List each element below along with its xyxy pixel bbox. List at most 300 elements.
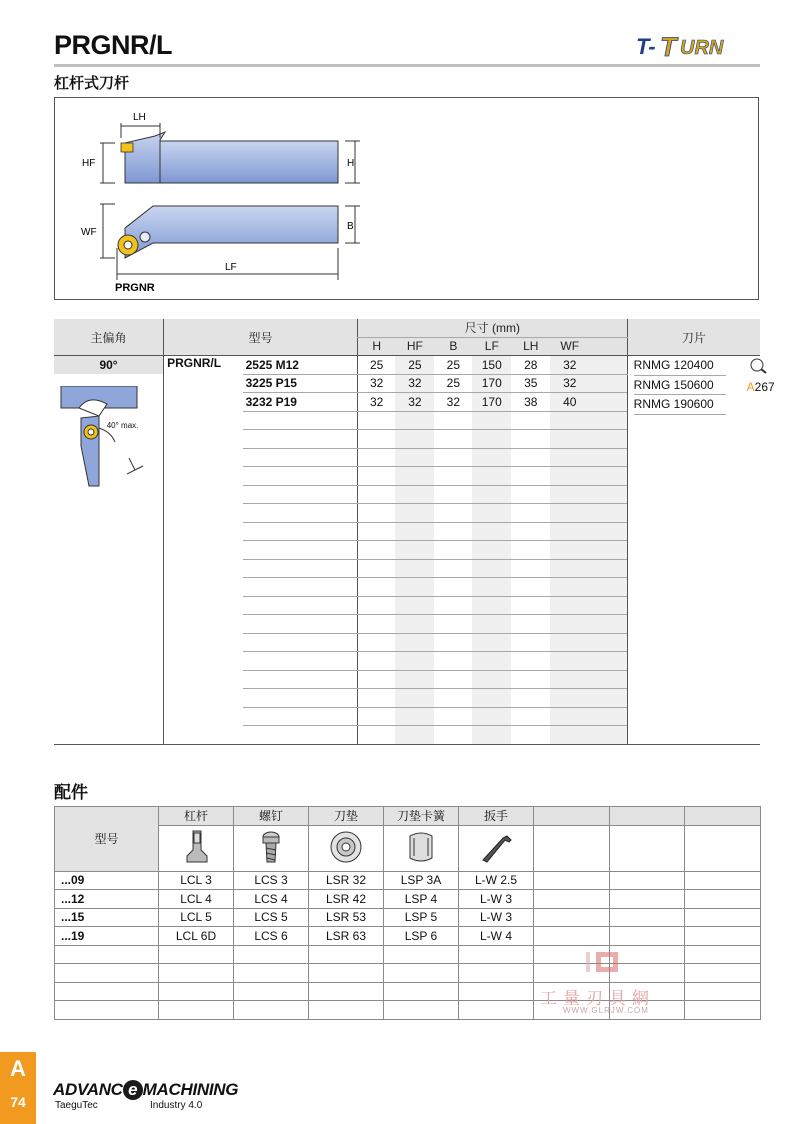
dim-lf-cell: 170 [472, 374, 511, 393]
model-cell [243, 652, 358, 671]
lf-label: LF [225, 262, 237, 273]
table-row [55, 871, 761, 890]
dim-lf-cell: 170 [472, 393, 511, 412]
dim-h-cell [357, 559, 395, 578]
shim-icon [309, 825, 384, 871]
dim-blank-cell [589, 559, 627, 578]
dim-lf-cell [472, 615, 511, 634]
dim-blank-cell [589, 596, 627, 615]
acc-shim-cell: LSR 42 [309, 890, 384, 909]
dim-lf-cell [472, 670, 511, 689]
acc-screw-cell: LCS 3 [234, 871, 309, 890]
acc-header-blank [685, 807, 761, 826]
acc-spring-cell [384, 982, 459, 1001]
acc-screw-cell: LCS 5 [234, 908, 309, 927]
dim-h-cell [357, 522, 395, 541]
dim-lf-cell [472, 707, 511, 726]
dim-blank-cell [589, 541, 627, 560]
family-label: PRGNR/L [167, 356, 222, 370]
dim-hf-cell [395, 670, 434, 689]
dim-lf-cell [472, 633, 511, 652]
dim-wf-cell [550, 504, 589, 523]
acc-blank-cell [685, 982, 761, 1001]
acc-lever-cell: LCL 4 [159, 890, 234, 909]
hf-label: HF [82, 158, 96, 169]
acc-header-spring: 刀垫卡簧 [384, 807, 459, 826]
svg-text:URN: URN [680, 37, 724, 59]
tool-drawing-box [54, 97, 759, 300]
header-dim-wf: WF [550, 337, 589, 356]
acc-icon-blank [685, 825, 761, 871]
acc-blank-cell [534, 871, 610, 890]
dim-blank-cell [589, 430, 627, 449]
dim-b-cell [434, 504, 472, 523]
dim-lf-cell [472, 448, 511, 467]
dim-blank-cell [589, 485, 627, 504]
dim-hf-cell [395, 485, 434, 504]
dim-hf-cell [395, 430, 434, 449]
model-cell [243, 726, 358, 745]
dim-blank-cell [589, 356, 627, 375]
acc-blank-cell [610, 908, 685, 927]
acc-wrench-cell: L-W 3 [459, 890, 534, 909]
dim-blank-cell [589, 726, 627, 745]
dim-b-cell: 32 [434, 393, 472, 412]
dim-wf-cell [550, 578, 589, 597]
wf-label: WF [81, 227, 97, 238]
model-cell [243, 522, 358, 541]
side-view [100, 123, 360, 183]
model-cell [243, 670, 358, 689]
dim-b-cell [434, 670, 472, 689]
angle-diagram [59, 386, 159, 496]
dim-lf-cell [472, 522, 511, 541]
header-insert: 刀片 [627, 319, 760, 356]
page-title: PRGNR/L [54, 30, 172, 60]
dim-blank-cell [589, 633, 627, 652]
model-cell [243, 633, 358, 652]
acc-blank-cell [610, 871, 685, 890]
dim-hf-cell [395, 448, 434, 467]
angle-value: 90° [54, 356, 163, 374]
dim-wf-cell [550, 411, 589, 430]
dim-wf-cell [550, 670, 589, 689]
dim-lh-cell: 28 [511, 356, 550, 375]
dim-blank-cell [589, 411, 627, 430]
dim-b-cell: 25 [434, 374, 472, 393]
model-cell [243, 430, 358, 449]
acc-lever-cell: LCL 3 [159, 871, 234, 890]
dim-lf-cell [472, 430, 511, 449]
insert-page-ref[interactable] [747, 380, 775, 394]
dim-hf-cell [395, 596, 434, 615]
acc-header-shim: 刀垫 [309, 807, 384, 826]
acc-spring-cell: LSP 3A [384, 871, 459, 890]
dim-hf-cell: 32 [395, 393, 434, 412]
dim-hf-cell: 25 [395, 356, 434, 375]
acc-wrench-cell: L-W 4 [459, 927, 534, 946]
dim-lf-cell [472, 411, 511, 430]
acc-header-lever: 杠杆 [159, 807, 234, 826]
page-number: 74 [10, 1094, 26, 1110]
header-dim-hf: HF [395, 337, 434, 356]
acc-shim-cell [309, 1001, 384, 1020]
insert-value: RNMG 120400 [634, 356, 726, 376]
magnifier-icon[interactable] [748, 357, 768, 375]
acc-icon-blank [534, 825, 610, 871]
acc-shim-cell [309, 982, 384, 1001]
dim-h-cell [357, 504, 395, 523]
acc-screw-cell [234, 945, 309, 964]
dim-h-cell [357, 596, 395, 615]
header-dim-lh: LH [511, 337, 550, 356]
dim-blank-cell [589, 504, 627, 523]
dim-lh-cell [511, 430, 550, 449]
dim-h-cell: 25 [357, 356, 395, 375]
insert-cell [627, 356, 775, 745]
model-cell [243, 578, 358, 597]
model-cell [243, 448, 358, 467]
acc-blank-cell [685, 890, 761, 909]
model-cell [243, 615, 358, 634]
acc-header-blank [534, 807, 610, 826]
acc-model-cell [55, 945, 159, 964]
dim-blank-cell [589, 615, 627, 634]
lever-icon [159, 825, 234, 871]
dim-blank-cell [589, 652, 627, 671]
dim-blank-cell [589, 578, 627, 597]
table-row [55, 908, 761, 927]
dim-wf-cell [550, 615, 589, 634]
acc-blank-cell [685, 908, 761, 927]
dimension-table [54, 319, 775, 745]
company-name: TaeguTec [55, 1100, 98, 1111]
page-subtitle: 杠杆式刀杆 [54, 75, 130, 92]
acc-shim-cell [309, 945, 384, 964]
dim-wf-cell [550, 430, 589, 449]
acc-model-cell [55, 1001, 159, 1020]
acc-screw-cell [234, 982, 309, 1001]
table-row [55, 890, 761, 909]
acc-lever-cell [159, 1001, 234, 1020]
dim-b-cell [434, 615, 472, 634]
acc-wrench-cell [459, 982, 534, 1001]
watermark-url: WWW.GLRJW.COM [563, 1006, 649, 1015]
dim-lh-cell [511, 522, 550, 541]
dim-wf-cell: 32 [550, 374, 589, 393]
acc-spring-cell: LSP 6 [384, 927, 459, 946]
header-approach-angle: 主偏角 [54, 319, 164, 356]
acc-blank-cell [534, 908, 610, 927]
dim-blank-cell [589, 707, 627, 726]
dim-lh-cell [511, 448, 550, 467]
dim-hf-cell [395, 633, 434, 652]
dim-wf-cell [550, 726, 589, 745]
acc-shim-cell: LSR 53 [309, 908, 384, 927]
family-cell [164, 356, 243, 745]
dim-lf-cell [472, 541, 511, 560]
model-cell [243, 541, 358, 560]
dim-b-cell [434, 689, 472, 708]
svg-text:T: T [660, 32, 677, 62]
dim-b-cell [434, 726, 472, 745]
dim-wf-cell [550, 448, 589, 467]
dim-h-cell [357, 615, 395, 634]
dim-wf-cell [550, 689, 589, 708]
dim-lh-cell [511, 652, 550, 671]
dim-lh-cell: 35 [511, 374, 550, 393]
b-label: B [347, 221, 354, 232]
acc-wrench-cell [459, 945, 534, 964]
model-cell [243, 485, 358, 504]
dim-lf-cell [472, 596, 511, 615]
model-cell [243, 467, 358, 486]
dim-hf-cell: 32 [395, 374, 434, 393]
dim-b-cell [434, 411, 472, 430]
acc-wrench-cell [459, 964, 534, 983]
acc-spring-cell: LSP 4 [384, 890, 459, 909]
dim-hf-cell [395, 541, 434, 560]
acc-lever-cell: LCL 6D [159, 927, 234, 946]
dim-h-cell [357, 541, 395, 560]
dim-hf-cell [395, 652, 434, 671]
acc-screw-cell: LCS 6 [234, 927, 309, 946]
dim-wf-cell [550, 652, 589, 671]
header-dimensions: 尺寸 (mm) [357, 319, 627, 337]
acc-wrench-cell: L-W 2.5 [459, 871, 534, 890]
acc-header-wrench: 扳手 [459, 807, 534, 826]
acc-lever-cell [159, 982, 234, 1001]
acc-shim-cell: LSR 32 [309, 871, 384, 890]
dim-h-cell [357, 467, 395, 486]
dim-lf-cell [472, 578, 511, 597]
dim-b-cell [434, 485, 472, 504]
dim-b-cell [434, 559, 472, 578]
dim-b-cell [434, 596, 472, 615]
dim-lh-cell [511, 633, 550, 652]
wrench-icon [459, 825, 534, 871]
dim-hf-cell [395, 467, 434, 486]
acc-blank-cell [534, 927, 610, 946]
acc-header-model: 型号 [55, 807, 159, 872]
dim-lh-cell [511, 541, 550, 560]
header-dim-blank [589, 337, 627, 356]
dim-wf-cell [550, 541, 589, 560]
dim-lh-cell [511, 578, 550, 597]
dim-hf-cell [395, 578, 434, 597]
dim-hf-cell [395, 707, 434, 726]
dim-b-cell [434, 448, 472, 467]
dim-lf-cell [472, 726, 511, 745]
dim-h-cell: 32 [357, 393, 395, 412]
acc-blank-cell [534, 890, 610, 909]
dim-h-cell [357, 448, 395, 467]
acc-model-cell [55, 964, 159, 983]
tagline: Industry 4.0 [150, 1100, 203, 1111]
header-model: 型号 [164, 319, 358, 356]
header-dim-lf: LF [472, 337, 511, 356]
acc-lever-cell [159, 945, 234, 964]
angle-cell [54, 356, 164, 745]
dim-blank-cell [589, 467, 627, 486]
model-cell: 3232 P19 [243, 393, 358, 412]
tool-holder-drawing [55, 98, 758, 299]
dim-lf-cell [472, 652, 511, 671]
dim-hf-cell [395, 689, 434, 708]
acc-header-screw: 螺钉 [234, 807, 309, 826]
acc-blank-cell [685, 871, 761, 890]
dim-blank-cell [589, 670, 627, 689]
drawing-caption: PRGNR [115, 282, 155, 294]
dim-hf-cell [395, 504, 434, 523]
acc-shim-cell [309, 964, 384, 983]
lh-label: LH [133, 112, 146, 123]
dim-wf-cell [550, 522, 589, 541]
dim-lf-cell [472, 485, 511, 504]
dim-wf-cell [550, 559, 589, 578]
dim-lh-cell [511, 596, 550, 615]
dim-lh-cell: 38 [511, 393, 550, 412]
insert-ref-prefix: A [746, 380, 755, 394]
acc-model-cell: ...19 [55, 927, 159, 946]
dim-h-cell [357, 707, 395, 726]
table-row [54, 356, 760, 375]
dim-h-cell [357, 670, 395, 689]
dim-b-cell [434, 633, 472, 652]
acc-spring-cell [384, 945, 459, 964]
svg-text:T-: T- [636, 34, 656, 59]
dim-b-cell [434, 522, 472, 541]
acc-model-cell: ...09 [55, 871, 159, 890]
acc-blank-cell [610, 927, 685, 946]
screw-icon [234, 825, 309, 871]
acc-model-cell: ...12 [55, 890, 159, 909]
dim-b-cell [434, 430, 472, 449]
watermark-text: 工量刃具網 [540, 989, 655, 1008]
dim-b-cell [434, 707, 472, 726]
insert-ref-page: 267 [754, 380, 775, 394]
dim-h-cell [357, 633, 395, 652]
model-cell: 3225 P15 [243, 374, 358, 393]
dim-wf-cell [550, 633, 589, 652]
dim-hf-cell [395, 522, 434, 541]
dim-blank-cell [589, 522, 627, 541]
section-tab [0, 1052, 36, 1124]
table-row [55, 927, 761, 946]
dim-lf-cell [472, 559, 511, 578]
acc-blank-cell [685, 945, 761, 964]
dim-h-cell [357, 411, 395, 430]
model-cell [243, 596, 358, 615]
dim-wf-cell: 32 [550, 356, 589, 375]
dim-wf-cell: 40 [550, 393, 589, 412]
dim-h-cell [357, 726, 395, 745]
dim-blank-cell [589, 374, 627, 393]
dim-lh-cell [511, 726, 550, 745]
dim-b-cell [434, 652, 472, 671]
dim-hf-cell [395, 615, 434, 634]
acc-wrench-cell [459, 1001, 534, 1020]
dim-lh-cell [511, 559, 550, 578]
dim-lf-cell [472, 689, 511, 708]
model-cell [243, 411, 358, 430]
brand-right: MACHINING [142, 1080, 239, 1099]
acc-spring-cell [384, 964, 459, 983]
dim-hf-cell [395, 559, 434, 578]
dim-lf-cell: 150 [472, 356, 511, 375]
dim-h-cell [357, 485, 395, 504]
acc-blank-cell [685, 964, 761, 983]
dim-lh-cell [511, 689, 550, 708]
dim-b-cell [434, 541, 472, 560]
dim-hf-cell [395, 411, 434, 430]
dim-lf-cell [472, 504, 511, 523]
t-turn-logo [632, 30, 764, 64]
dim-wf-cell [550, 707, 589, 726]
acc-spring-cell [384, 1001, 459, 1020]
dim-blank-cell [589, 689, 627, 708]
acc-icon-blank [610, 825, 685, 871]
header-rule [54, 64, 760, 67]
dim-b-cell: 25 [434, 356, 472, 375]
angle-note: 40° max. [106, 421, 139, 430]
acc-blank-cell [610, 890, 685, 909]
insert-value: RNMG 190600 [634, 395, 726, 415]
acc-screw-cell [234, 964, 309, 983]
acc-lever-cell [159, 964, 234, 983]
dim-wf-cell [550, 467, 589, 486]
dim-hf-cell [395, 726, 434, 745]
dim-wf-cell [550, 485, 589, 504]
acc-screw-cell [234, 1001, 309, 1020]
acc-model-cell [55, 982, 159, 1001]
model-cell [243, 559, 358, 578]
dim-blank-cell [589, 393, 627, 412]
dim-lh-cell [511, 411, 550, 430]
acc-model-cell: ...15 [55, 908, 159, 927]
spring-icon [384, 825, 459, 871]
model-cell [243, 707, 358, 726]
acc-blank-cell [685, 1001, 761, 1020]
acc-header-blank [610, 807, 685, 826]
model-cell [243, 504, 358, 523]
insert-value: RNMG 150600 [634, 376, 726, 396]
brand-left: ADVANC [53, 1080, 123, 1099]
dim-lh-cell [511, 504, 550, 523]
dim-lh-cell [511, 707, 550, 726]
header-dim-b: B [434, 337, 472, 356]
dim-h-cell [357, 652, 395, 671]
acc-lever-cell: LCL 5 [159, 908, 234, 927]
dim-wf-cell [550, 596, 589, 615]
dim-h-cell: 32 [357, 374, 395, 393]
accessories-title: 配件 [54, 783, 88, 802]
dim-b-cell [434, 578, 472, 597]
dim-lh-cell [511, 485, 550, 504]
advance-machining-logo [53, 1080, 238, 1100]
h-label: H [347, 158, 355, 169]
dim-b-cell [434, 467, 472, 486]
acc-spring-cell: LSP 5 [384, 908, 459, 927]
model-cell [243, 689, 358, 708]
dim-h-cell [357, 689, 395, 708]
header-dim-h: H [357, 337, 395, 356]
dim-h-cell [357, 430, 395, 449]
acc-shim-cell: LSR 63 [309, 927, 384, 946]
acc-blank-cell [685, 927, 761, 946]
dim-h-cell [357, 578, 395, 597]
dim-lh-cell [511, 467, 550, 486]
